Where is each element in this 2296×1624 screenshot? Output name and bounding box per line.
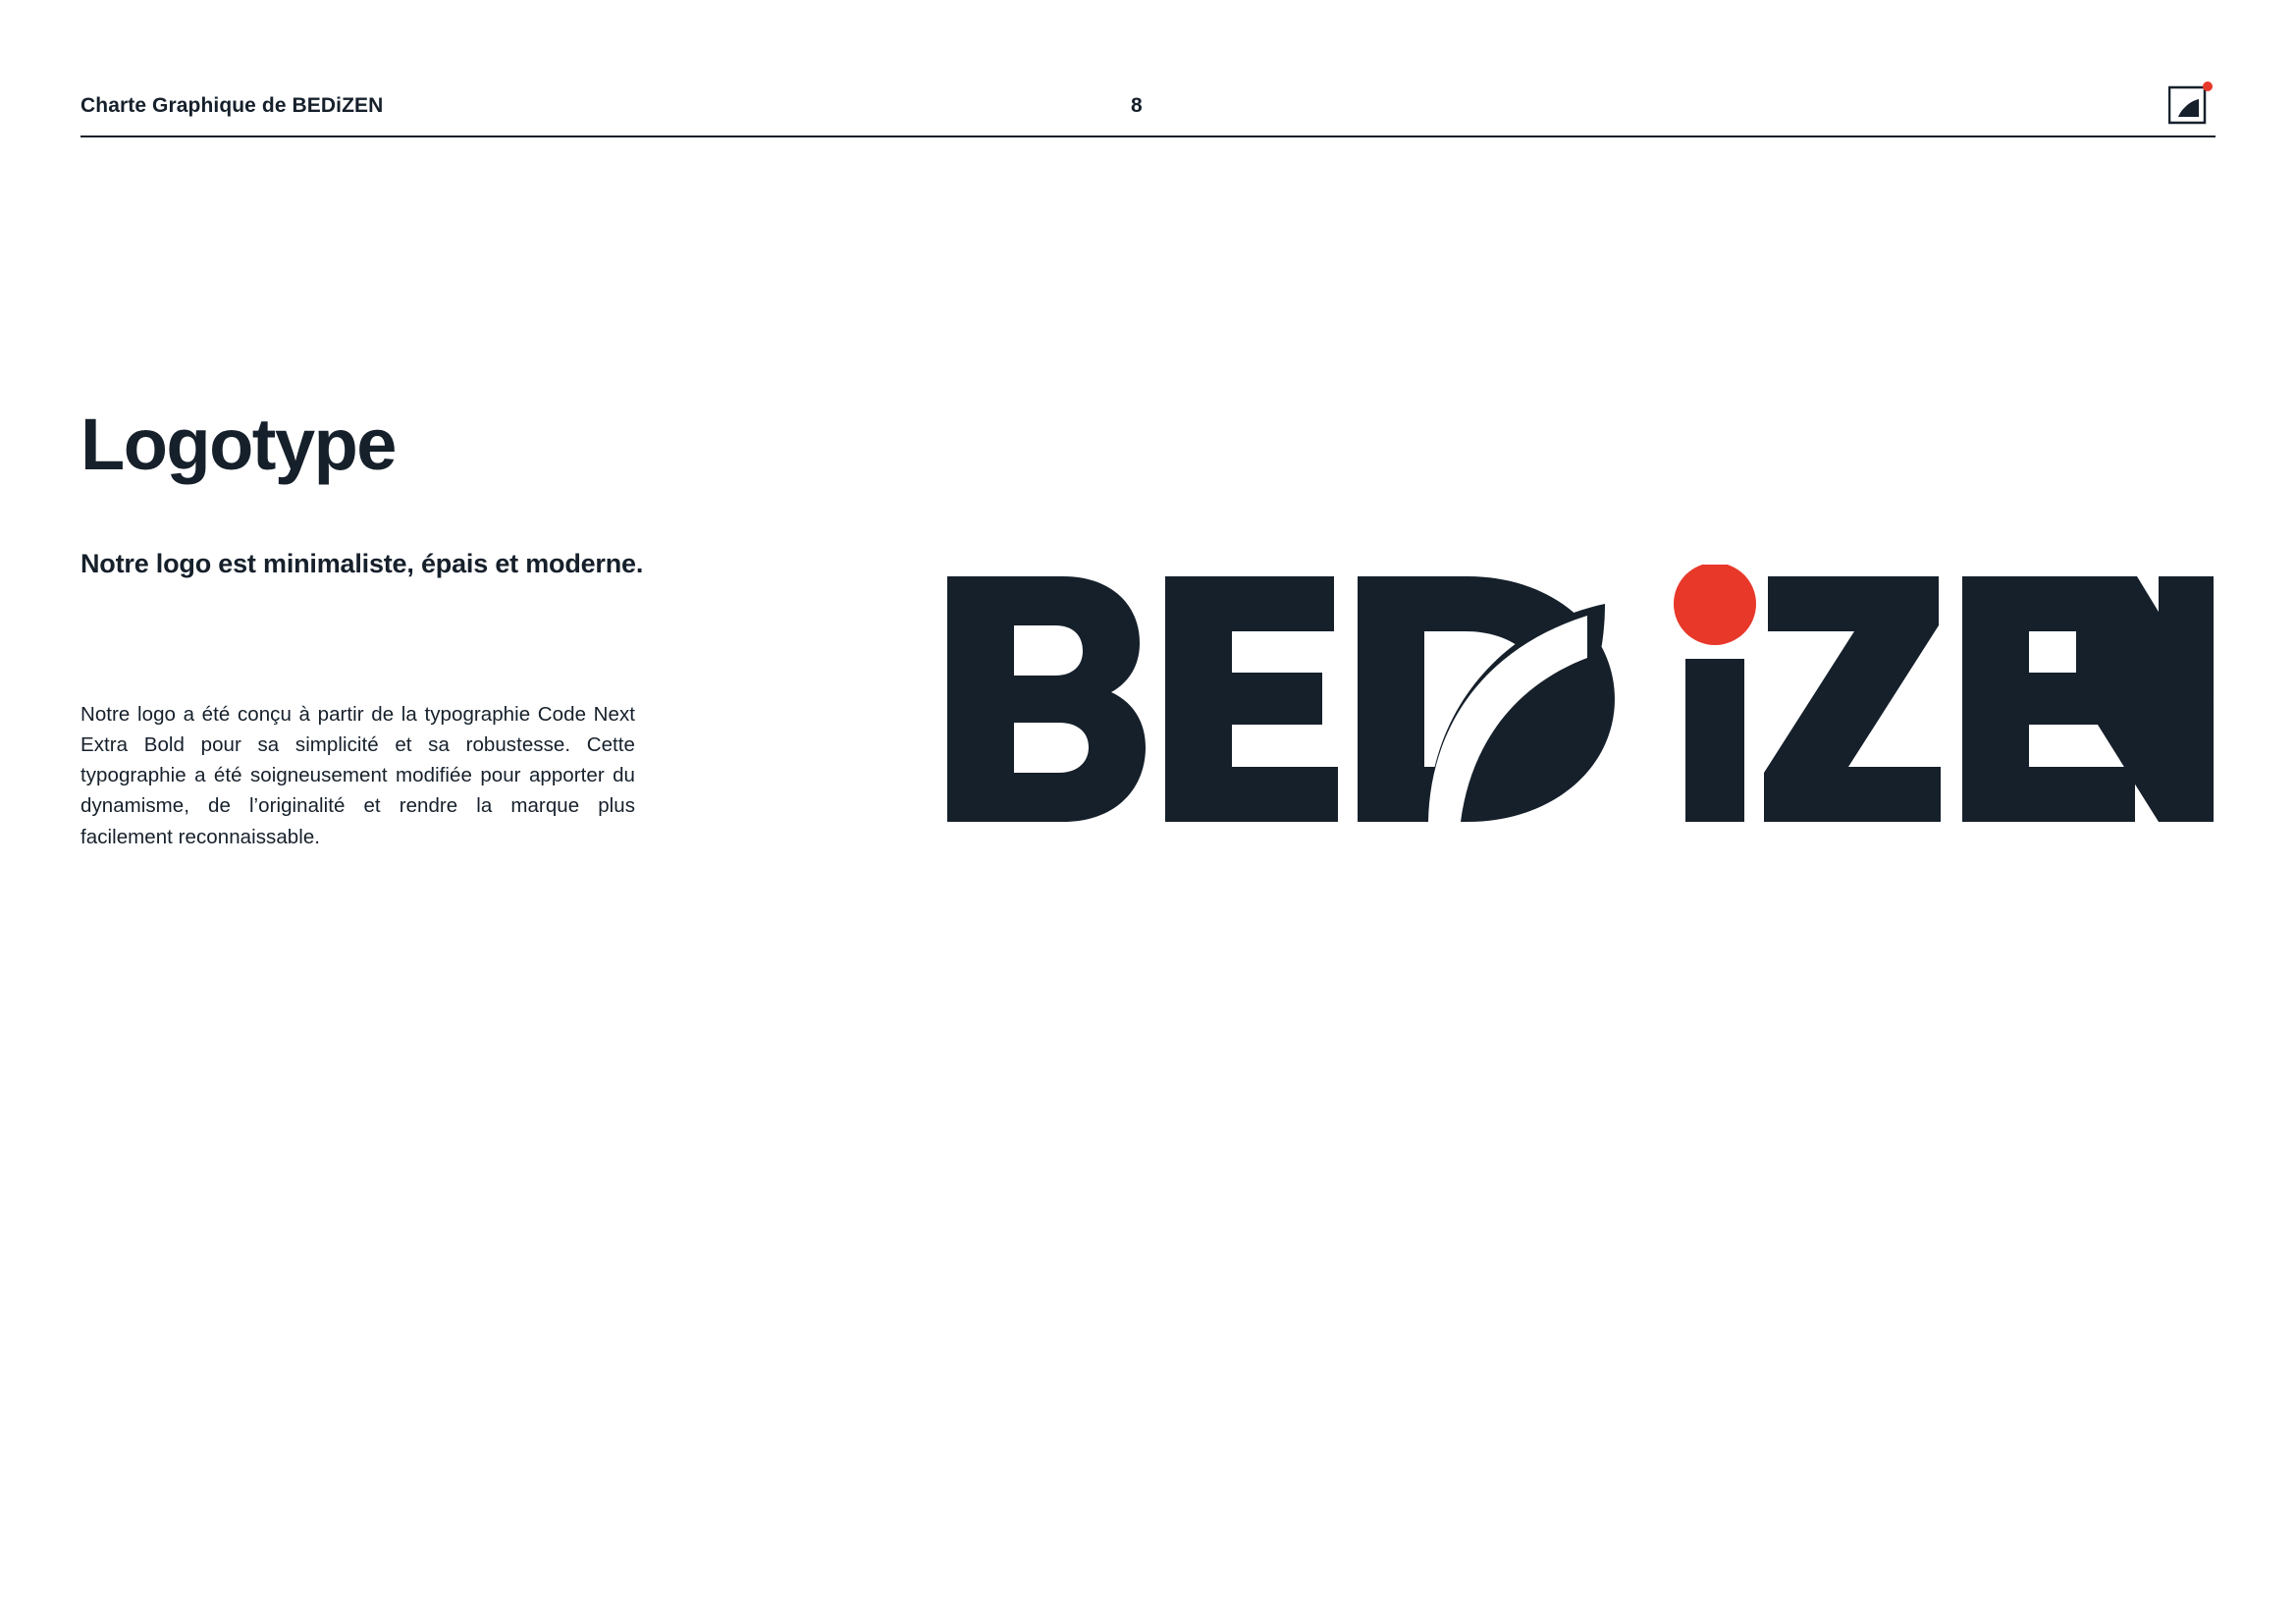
document-title: Charte Graphique de BEDiZEN: [80, 94, 384, 117]
page-title: Logotype: [80, 403, 396, 485]
page-number: 8: [1131, 94, 1143, 117]
bedizen-logotype: [937, 565, 2223, 859]
bedizen-monogram-icon: [2168, 81, 2214, 126]
body-paragraph: Notre logo a été conçu à partir de la typographie Code Next Extra Bold pour sa simplicité et sa robustesse. Cette typographie a été soigneusement modifiée pour apporter du dynamisme, de l’originalité et rendre la marque plus facilement reconnaissable.: [80, 703, 635, 848]
page-header: [80, 94, 2216, 137]
lead-paragraph: Notre logo est minimaliste, épais et moderne.: [80, 549, 644, 578]
